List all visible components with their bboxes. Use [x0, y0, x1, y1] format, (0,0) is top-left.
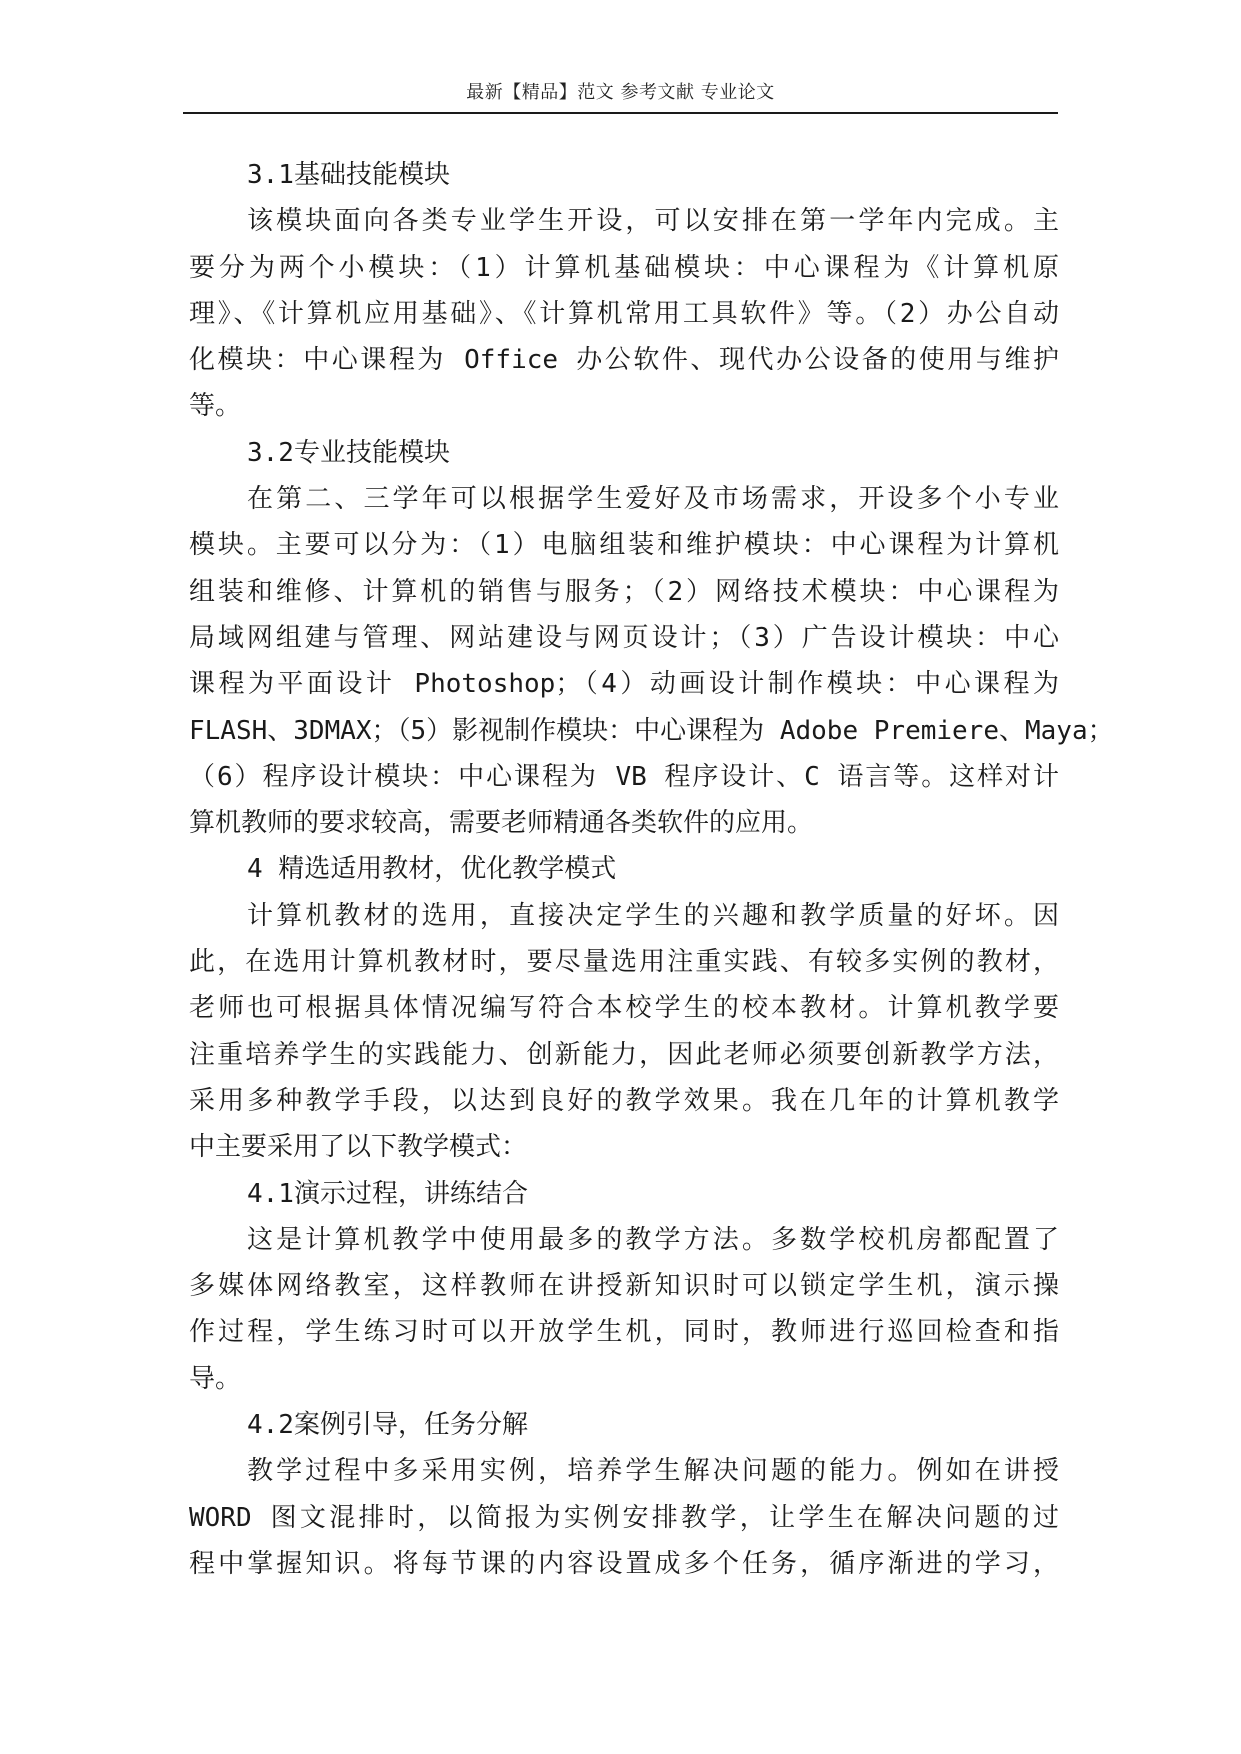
- paragraph-line: 程中掌握知识。将每节课的内容设置成多个任务，循序渐进的学习，: [189, 1548, 1059, 1579]
- document-body: [189, 152, 1114, 1587]
- section-heading-3-2: 3.2专业技能模块: [247, 437, 450, 468]
- paragraph-line: 导。: [189, 1363, 242, 1394]
- paragraph-line: WORD 图文混排时，以简报为实例安排教学，让学生在解决问题的过: [189, 1502, 1059, 1533]
- paragraph-line: 这是计算机教学中使用最多的教学方法。多数学校机房都配置了: [247, 1224, 1059, 1255]
- paragraph-line: 教学过程中多采用实例，培养学生解决问题的能力。例如在讲授: [247, 1456, 1059, 1487]
- paragraph-line: 多媒体网络教室，这样教师在讲授新知识时可以锁定学生机，演示操: [189, 1271, 1059, 1302]
- paragraph-line: 组装和维修、计算机的销售与服务；（2）网络技术模块：中心课程为: [189, 576, 1059, 607]
- paragraph-line: 在第二、三学年可以根据学生爱好及市场需求，开设多个小专业: [247, 484, 1059, 515]
- paragraph-line: 算机教师的要求较高，需要老师精通各类软件的应用。: [189, 808, 814, 839]
- section-heading-4-1: 4.1演示过程，讲练结合: [247, 1178, 528, 1209]
- paragraph-line: 要分为两个小模块：（1）计算机基础模块：中心课程为《计算机原: [189, 252, 1059, 283]
- paragraph-line: 化模块：中心课程为 Office 办公软件、现代办公设备的使用与维护: [189, 345, 1059, 376]
- paragraph-line: 等。: [189, 391, 242, 422]
- paragraph-line: （6）程序设计模块：中心课程为 VB 程序设计、C 语言等。这样对计: [189, 761, 1059, 792]
- paragraph-line: 作过程，学生练习时可以开放学生机，同时，教师进行巡回检查和指: [189, 1317, 1059, 1348]
- section-heading-4-2: 4.2案例引导，任务分解: [247, 1410, 528, 1441]
- paragraph-line: 计算机教材的选用，直接决定学生的兴趣和教学质量的好坏。因: [247, 900, 1059, 931]
- paragraph-line: 模块。主要可以分为：（1）电脑组装和维护模块：中心课程为计算机: [189, 530, 1059, 561]
- paragraph-line: 理》、《计算机应用基础》、《计算机常用工具软件》等。（2）办公自动: [189, 298, 1059, 329]
- paragraph-line: FLASH、3DMAX；（5）影视制作模块：中心课程为 Adobe Premiere、Maya；: [189, 715, 1114, 746]
- paragraph-line: 老师也可根据具体情况编写符合本校学生的校本教材。计算机教学要: [189, 993, 1059, 1024]
- paragraph-line: 中主要采用了以下教学模式：: [189, 1132, 528, 1163]
- section-heading-3-1: 3.1基础技能模块: [247, 160, 450, 190]
- page-header: 最新【精品】范文 参考文献 专业论文: [466, 82, 775, 103]
- paragraph-line: 课程为平面设计 Photoshop；（4）动画设计制作模块：中心课程为: [189, 669, 1059, 700]
- paragraph-line: 采用多种教学手段，以达到良好的教学效果。我在几年的计算机教学: [189, 1085, 1059, 1116]
- header-divider: [183, 112, 1058, 114]
- paragraph-line: 该模块面向各类专业学生开设，可以安排在第一学年内完成。主: [247, 206, 1059, 237]
- paragraph-line: 此，在选用计算机教材时，要尽量选用注重实践、有较多实例的教材，: [189, 947, 1059, 978]
- paragraph-line: 局域网组建与管理、网站建设与网页设计；（3）广告设计模块：中心: [189, 622, 1059, 653]
- section-heading-4: 4 精选适用教材，优化教学模式: [247, 854, 617, 885]
- paragraph-line: 注重培养学生的实践能力、创新能力，因此老师必须要创新教学方法，: [189, 1039, 1059, 1070]
